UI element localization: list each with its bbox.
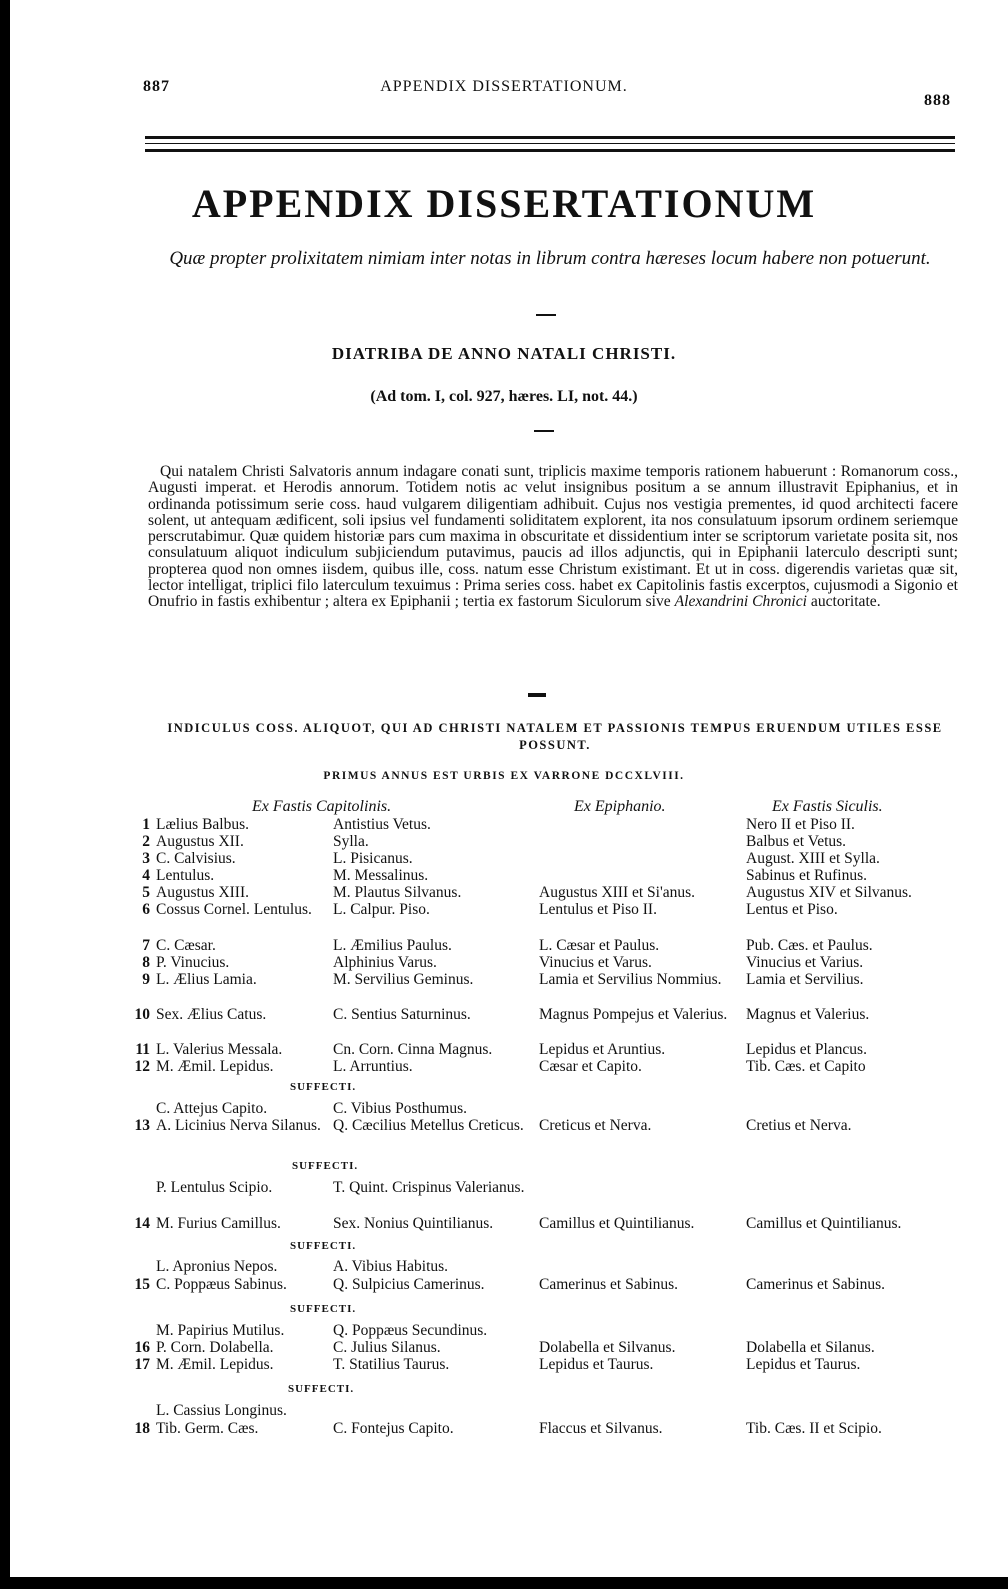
cell-capitolinis-1: C. Poppæus Sabinus.: [156, 1276, 287, 1293]
cell-capitolinis-2: T. Quint. Crispinus Valerianus.: [333, 1179, 525, 1196]
header-rule-thick-2: [145, 149, 955, 152]
separator-dash: [534, 430, 554, 432]
cell-epiphanio: Lentulus et Piso II.: [539, 901, 657, 918]
row-number: 9: [142, 971, 150, 988]
row-number: 16: [134, 1339, 150, 1356]
cell-capitolinis-1: Augustus XII.: [156, 833, 244, 850]
intro-italic: Alexandrini Chronici: [674, 593, 807, 611]
cell-capitolinis-2: C. Sentius Saturninus.: [333, 1006, 471, 1023]
intro-text: Qui natalem Christi Salvatoris annum indagare conati sunt, triplicis maxime temporis rationem habuerunt : Romanorum coss., Augusti imperat. et Herodis annorum. Totidem notis ac velut insignibus positum a se annum illustravit Epiphanius, et in ordinanda potissimum serie coss. haud vulgarem diligentiam adhibuit. Cujus nos vestigia prementes, id quod architecti facere solent, ut antequam ædificent, soli ipsius vel fundamenti soliditatem explorent, ita nos consulatuum ipsorum ordinem seriemque perscrutabimur. Quæ quidem historiæ pars cum maxima in obscuritate et dissidentium inter se scriptorum varietate posita sit, nos consulatuum aliquot indiculum subjiciendum putavimus, paucis ad illos adjunctis, qui in Epiphanii laterculo descripti sunt; propterea quod non omnes iisdem, quibus ille, coss. natum esse Christum existimant. Et ut in coss. digerendis varietas quæ sit, lector intelligat, triplici filo laterculum texuimus : Prima series coss. habet ex Capitolinis fastis excerptos, cujusmodi a Sigonio et Onufrio in fastis exhibentur ; altera ex Epiphanii ; tertia ex fastorum Siculorum sive: [148, 463, 958, 611]
cell-epiphanio: Flaccus et Silvanus.: [539, 1420, 663, 1437]
page-subtitle: Quæ propter prolixitatem nimiam inter notas in librum contra hæreses locum habere non potuerunt.: [169, 248, 931, 269]
cell-siculis: Augustus XIV et Silvanus.: [746, 884, 912, 901]
section-title: DIATRIBA DE ANNO NATALI CHRISTI.: [331, 344, 677, 363]
row-number: 18: [134, 1420, 150, 1437]
row-number: 6: [142, 901, 150, 918]
cell-capitolinis-2: M. Messalinus.: [333, 867, 429, 884]
cell-siculis: Lamia et Servilius.: [746, 971, 864, 988]
column-header-epiphanio: Ex Epiphanio.: [574, 798, 666, 815]
row-number: 3: [142, 850, 150, 867]
cell-capitolinis-2: L. Pisicanus.: [333, 850, 413, 867]
cell-siculis: Cretius et Nerva.: [746, 1117, 852, 1134]
cell-capitolinis-2: Cn. Corn. Cinna Magnus.: [333, 1041, 493, 1058]
row-number: 4: [142, 867, 150, 884]
cell-siculis: Tib. Cæs. II et Scipio.: [746, 1420, 882, 1437]
cell-epiphanio: Camerinus et Sabinus.: [539, 1276, 679, 1293]
cell-siculis: August. XIII et Sylla.: [746, 850, 880, 867]
cell-capitolinis-1: C. Attejus Capito.: [156, 1100, 268, 1117]
cell-capitolinis-1: M. Papirius Mutilus.: [156, 1322, 285, 1339]
column-header-capitolinis: Ex Fastis Capitolinis.: [252, 798, 392, 815]
cell-capitolinis-2: L. Calpur. Piso.: [333, 901, 430, 918]
row-number: 14: [134, 1215, 150, 1232]
running-title: APPENDIX DISSERTATIONUM.: [380, 78, 628, 95]
cell-epiphanio: Cæsar et Capito.: [539, 1058, 642, 1075]
suffecti-label: SUFFECTI.: [290, 1081, 357, 1093]
cell-siculis: Magnus et Valerius.: [746, 1006, 870, 1023]
cell-capitolinis-1: P. Vinucius.: [156, 954, 230, 971]
cell-capitolinis-1: P. Lentulus Scipio.: [156, 1179, 273, 1196]
cell-capitolinis-1: P. Corn. Dolabella.: [156, 1339, 274, 1356]
cell-capitolinis-2: Q. Sulpicius Camerinus.: [333, 1276, 485, 1293]
cell-siculis: Lentus et Piso.: [746, 901, 838, 918]
row-number: 10: [134, 1006, 150, 1023]
cell-capitolinis-2: Alphinius Varus.: [333, 954, 437, 971]
row-number: 8: [142, 954, 150, 971]
cell-epiphanio: Dolabella et Silvanus.: [539, 1339, 676, 1356]
suffecti-label: SUFFECTI.: [292, 1160, 359, 1172]
cell-capitolinis-2: C. Julius Silanus.: [333, 1339, 441, 1356]
cell-capitolinis-2: Sylla.: [333, 833, 369, 850]
scan-border-bottom: [0, 1577, 1008, 1589]
separator-dash: [528, 693, 546, 697]
cell-capitolinis-2: Sex. Nonius Quintilianus.: [333, 1215, 494, 1232]
page-number-right: 888: [924, 92, 951, 109]
cell-siculis: Camerinus et Sabinus.: [746, 1276, 886, 1293]
cell-siculis: Dolabella et Silanus.: [746, 1339, 875, 1356]
cell-siculis: Pub. Cæs. et Paulus.: [746, 937, 873, 954]
cell-epiphanio: Lamia et Servilius Nommius.: [539, 971, 722, 988]
cell-siculis: Lepidus et Taurus.: [746, 1356, 861, 1373]
row-number: 7: [142, 937, 150, 954]
header-rule-thick: [145, 136, 955, 139]
cell-epiphanio: Camillus et Quintilianus.: [539, 1215, 695, 1232]
column-header-siculis: Ex Fastis Siculis.: [772, 798, 883, 815]
suffecti-label: SUFFECTI.: [288, 1383, 355, 1395]
cell-siculis: Lepidus et Plancus.: [746, 1041, 867, 1058]
cell-siculis: Nero II et Piso II.: [746, 816, 855, 833]
cell-epiphanio: Augustus XIII et Si'anus.: [539, 884, 696, 901]
cell-capitolinis-1: Lælius Balbus.: [156, 816, 250, 833]
cell-capitolinis-1: Cossus Cornel. Lentulus.: [156, 901, 312, 918]
cell-capitolinis-2: M. Plautus Silvanus.: [333, 884, 462, 901]
cell-epiphanio: Lepidus et Aruntius.: [539, 1041, 666, 1058]
header-rule-thin: [145, 143, 955, 144]
cell-epiphanio: L. Cæsar et Paulus.: [539, 937, 660, 954]
row-number: 2: [142, 833, 150, 850]
cell-capitolinis-2: Q. Poppæus Secundinus.: [333, 1322, 488, 1339]
cell-capitolinis-2: L. Æmilius Paulus.: [333, 937, 452, 954]
cell-siculis: Tib. Cæs. et Capito: [746, 1058, 866, 1075]
scan-border-left: [0, 0, 10, 1589]
cell-capitolinis-2: T. Statilius Taurus.: [333, 1356, 450, 1373]
cell-capitolinis-2: Q. Cæcilius Metellus Creticus.: [333, 1117, 524, 1134]
cell-capitolinis-1: M. Æmil. Lepidus.: [156, 1356, 274, 1373]
cell-capitolinis-1: L. Ælius Lamia.: [156, 971, 257, 988]
cell-capitolinis-1: Augustus XIII.: [156, 884, 249, 901]
cell-capitolinis-1: L. Apronius Nepos.: [156, 1258, 278, 1275]
suffecti-label: SUFFECTI.: [290, 1303, 357, 1315]
row-number: 17: [134, 1356, 150, 1373]
cell-capitolinis-1: L. Valerius Messala.: [156, 1041, 283, 1058]
row-number: 15: [134, 1276, 150, 1293]
cell-capitolinis-1: Tib. Germ. Cæs.: [156, 1420, 259, 1437]
page-title: APPENDIX DISSERTATIONUM: [191, 181, 817, 226]
cell-capitolinis-2: C. Vibius Posthumus.: [333, 1100, 468, 1117]
cell-capitolinis-2: C. Fontejus Capito.: [333, 1420, 454, 1437]
cell-epiphanio: Magnus Pompejus et Valerius.: [539, 1006, 728, 1023]
cell-capitolinis-1: Lentulus.: [156, 867, 215, 884]
cell-capitolinis-2: A. Vibius Habitus.: [333, 1258, 449, 1275]
primus-annus: PRIMUS ANNUS EST URBIS EX VARRONE DCCXLVIII.: [323, 770, 685, 782]
section-reference: (Ad tom. I, col. 927, hæres. LI, not. 44.): [370, 388, 638, 405]
cell-capitolinis-1: L. Cassius Longinus.: [156, 1402, 287, 1419]
row-number: 1: [142, 816, 150, 833]
cell-siculis: Camillus et Quintilianus.: [746, 1215, 902, 1232]
cell-capitolinis-1: Sex. Ælius Catus.: [156, 1006, 267, 1023]
cell-capitolinis-1: A. Licinius Nerva Silanus.: [156, 1117, 321, 1134]
row-number: 12: [134, 1058, 150, 1075]
cell-capitolinis-1: C. Cæsar.: [156, 937, 216, 954]
page-number-left: 887: [143, 78, 170, 95]
suffecti-label: SUFFECTI.: [290, 1240, 357, 1252]
cell-capitolinis-2: M. Servilius Geminus.: [333, 971, 474, 988]
cell-siculis: Vinucius et Varius.: [746, 954, 864, 971]
row-number: 5: [142, 884, 150, 901]
row-number: 13: [134, 1117, 150, 1134]
cell-capitolinis-1: M. Æmil. Lepidus.: [156, 1058, 274, 1075]
intro-paragraph: [148, 464, 958, 611]
cell-epiphanio: Lepidus et Taurus.: [539, 1356, 654, 1373]
separator-dash: [536, 314, 556, 316]
indiculus-title: INDICULUS COSS. ALIQUOT, QUI AD CHRISTI NATALEM ET PASSIONIS TEMPUS ERUENDUM UTILES ESSE POSSUNT.: [167, 721, 943, 752]
cell-siculis: Sabinus et Rufinus.: [746, 867, 867, 884]
row-number: 11: [135, 1041, 150, 1058]
cell-capitolinis-2: L. Arruntius.: [333, 1058, 413, 1075]
cell-epiphanio: Creticus et Nerva.: [539, 1117, 652, 1134]
cell-capitolinis-2: Antistius Vetus.: [333, 816, 431, 833]
cell-capitolinis-1: C. Calvisius.: [156, 850, 236, 867]
cell-capitolinis-1: M. Furius Camillus.: [156, 1215, 281, 1232]
cell-siculis: Balbus et Vetus.: [746, 833, 847, 850]
cell-epiphanio: Vinucius et Varus.: [539, 954, 652, 971]
intro-end: auctoritate.: [810, 593, 881, 611]
